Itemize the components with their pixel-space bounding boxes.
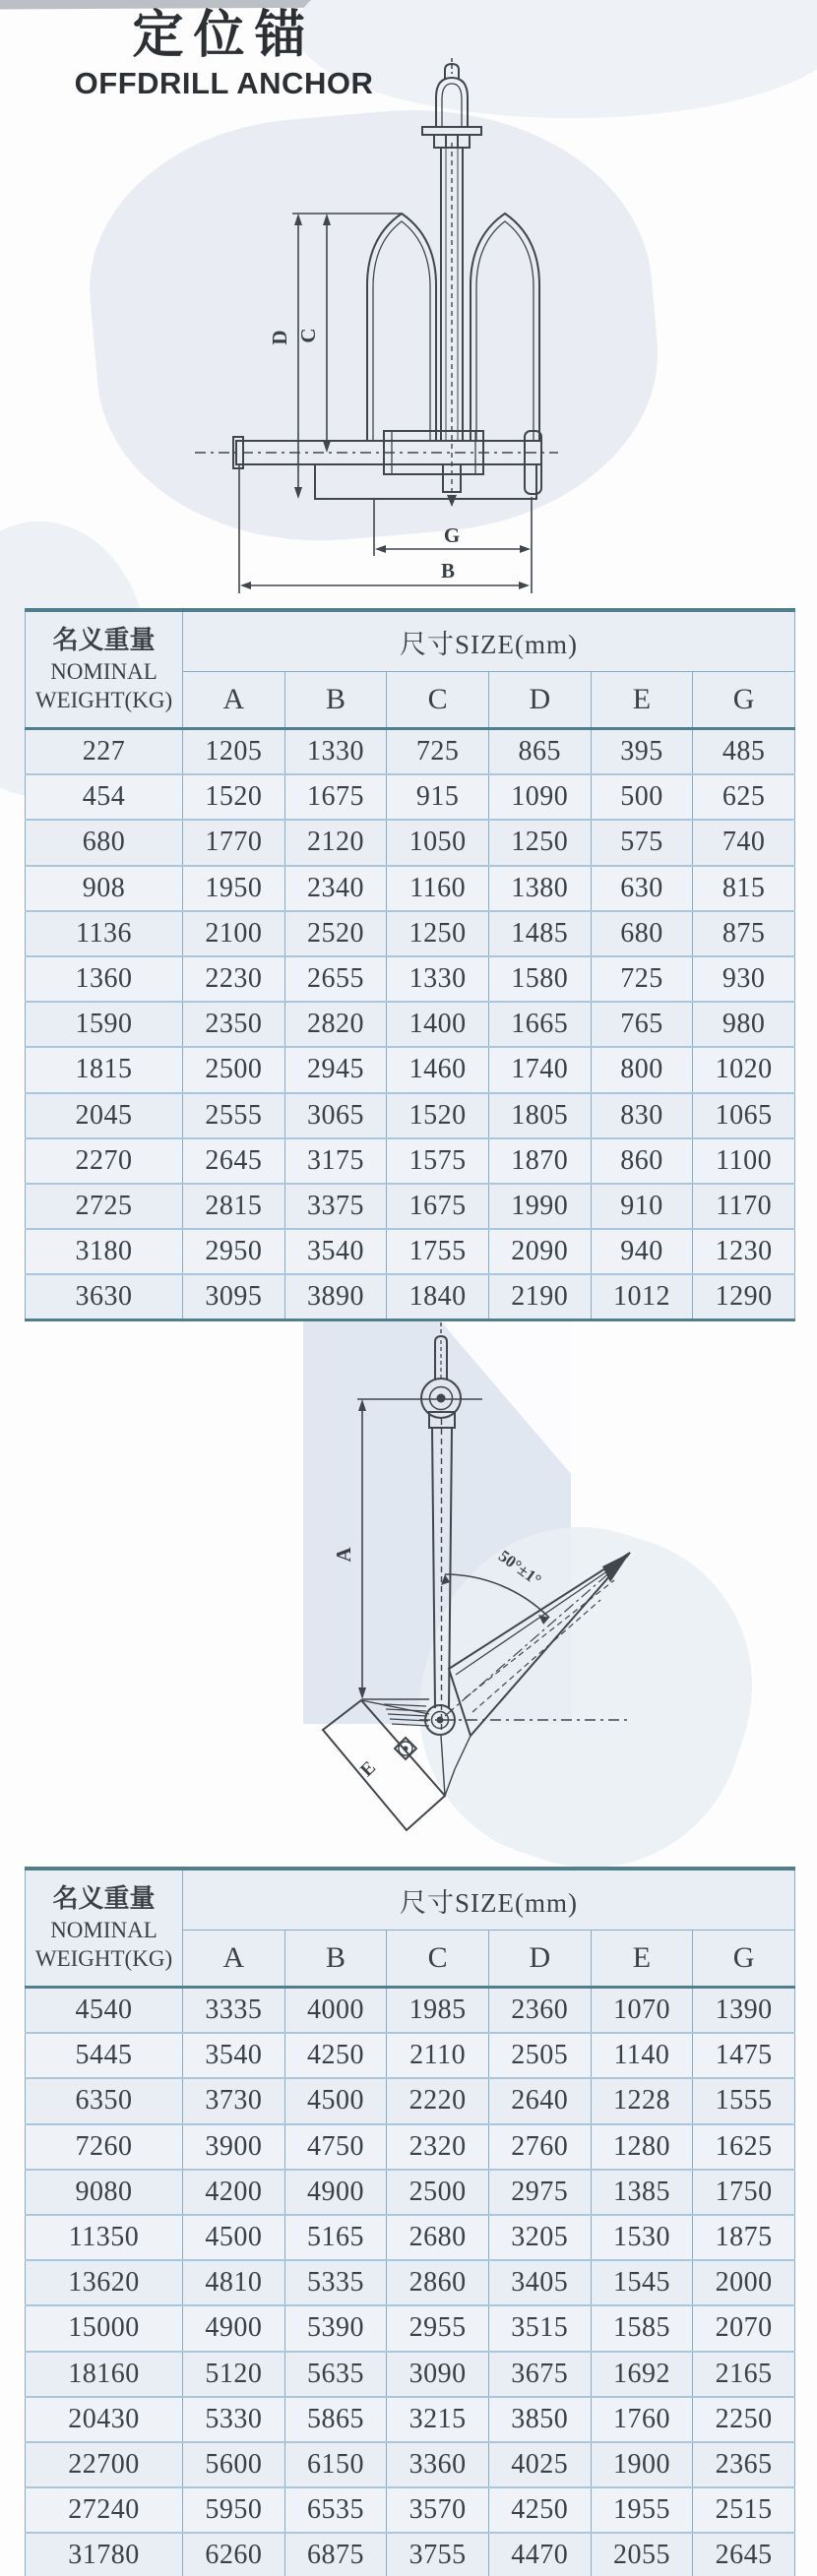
table-row (26, 2397, 795, 2442)
dim-label-b: B (440, 559, 456, 583)
size-value-cell: 3360 (387, 2442, 489, 2487)
size-value-cell: 4000 (284, 1988, 387, 2034)
size-value-cell: 1675 (284, 774, 387, 820)
size-value-cell: 575 (591, 820, 693, 865)
size-value-cell: 5120 (183, 2352, 285, 2397)
table-row (26, 1274, 795, 1320)
size-value-cell: 3515 (488, 2305, 591, 2351)
table-row (26, 1184, 795, 1229)
size-value-cell: 2320 (387, 2124, 489, 2170)
size-value-cell: 4025 (488, 2442, 591, 2487)
size-value-cell: 3405 (488, 2260, 591, 2305)
size-value-cell: 6260 (183, 2533, 285, 2576)
size-value-cell: 5390 (284, 2305, 387, 2351)
table-row (26, 2033, 795, 2078)
size-value-cell: 1580 (488, 956, 591, 1002)
size-value-cell: 2760 (488, 2124, 591, 2170)
size-header: 尺寸SIZE(mm) (183, 610, 795, 672)
size-value-cell: 3540 (284, 1229, 387, 1274)
table-row (26, 1002, 795, 1047)
size-value-cell: 4810 (183, 2260, 285, 2305)
size-value-cell: 3205 (488, 2215, 591, 2260)
col-header-c: C (387, 672, 489, 729)
page-title-english: OFFDRILL ANCHOR (74, 66, 374, 101)
size-value-cell: 1228 (591, 2078, 693, 2123)
table-row (26, 911, 795, 956)
size-value-cell: 2250 (693, 2397, 795, 2442)
table1-body (26, 729, 795, 1320)
size-value-cell: 2055 (591, 2533, 693, 2576)
size-value-cell: 3890 (284, 1274, 387, 1320)
size-value-cell: 2860 (387, 2260, 489, 2305)
table-row (26, 2352, 795, 2397)
col-header-b: B (284, 1931, 387, 1988)
table-row (26, 2305, 795, 2351)
size-value-cell: 1545 (591, 2260, 693, 2305)
size-value-cell: 1050 (387, 820, 489, 865)
col-header-c: C (387, 1931, 489, 1988)
size-value-cell: 5335 (284, 2260, 387, 2305)
size-value-cell: 1555 (693, 2078, 795, 2123)
size-value-cell: 1950 (183, 866, 285, 911)
size-value-cell: 2070 (693, 2305, 795, 2351)
size-value-cell: 2090 (488, 1229, 591, 1274)
col-header-g: G (693, 672, 795, 729)
size-value-cell: 1100 (693, 1138, 795, 1184)
table-row (26, 2078, 795, 2123)
size-value-cell: 4470 (488, 2533, 591, 2576)
size-value-cell: 485 (693, 729, 795, 775)
size-value-cell: 4200 (183, 2170, 285, 2215)
nominal-weight-cell: 1815 (26, 1047, 183, 1092)
size-value-cell: 865 (488, 729, 591, 775)
nominal-weight-cell: 18160 (26, 2352, 183, 2397)
size-value-cell: 980 (693, 1002, 795, 1047)
size-value-cell: 2190 (488, 1274, 591, 1320)
size-value-cell: 1900 (591, 2442, 693, 2487)
size-value-cell: 1840 (387, 1274, 489, 1320)
size-value-cell: 1875 (693, 2215, 795, 2260)
size-value-cell: 2165 (693, 2352, 795, 2397)
size-value-cell: 1330 (387, 956, 489, 1002)
size-value-cell: 3175 (284, 1138, 387, 1184)
size-value-cell: 1280 (591, 2124, 693, 2170)
size-value-cell: 5330 (183, 2397, 285, 2442)
size-value-cell: 2515 (693, 2487, 795, 2533)
size-value-cell: 630 (591, 866, 693, 911)
size-value-cell: 2500 (183, 1047, 285, 1092)
nominal-weight-cell: 908 (26, 866, 183, 911)
size-value-cell: 1770 (183, 820, 285, 865)
size-value-cell: 725 (387, 729, 489, 775)
size-value-cell: 4750 (284, 2124, 387, 2170)
size-value-cell: 1400 (387, 1002, 489, 1047)
size-value-cell: 2110 (387, 2033, 489, 2078)
size-value-cell: 1740 (488, 1047, 591, 1092)
table-row (26, 2533, 795, 2576)
size-value-cell: 1020 (693, 1047, 795, 1092)
dim-label-a: A (332, 1547, 355, 1563)
size-value-cell: 1250 (488, 820, 591, 865)
size-value-cell: 4250 (284, 2033, 387, 2078)
size-value-cell: 1290 (693, 1274, 795, 1320)
nominal-weight-cell: 3180 (26, 1229, 183, 1274)
table-row (26, 1047, 795, 1092)
size-value-cell: 2120 (284, 820, 387, 865)
size-value-cell: 915 (387, 774, 489, 820)
col-header-a: A (183, 672, 285, 729)
size-value-cell: 800 (591, 1047, 693, 1092)
size-value-cell: 930 (693, 956, 795, 1002)
size-value-cell: 1520 (387, 1093, 489, 1138)
nominal-weight-cell: 680 (26, 820, 183, 865)
size-value-cell: 3570 (387, 2487, 489, 2533)
table-row (26, 1093, 795, 1138)
table-row (26, 2124, 795, 2170)
nominal-weight-cell: 2270 (26, 1138, 183, 1184)
nominal-weight-cell: 20430 (26, 2397, 183, 2442)
size-value-cell: 2820 (284, 1002, 387, 1047)
weight-header-zh: 名义重量 (52, 625, 156, 654)
size-value-cell: 1665 (488, 1002, 591, 1047)
size-value-cell: 1755 (387, 1229, 489, 1274)
size-value-cell: 5635 (284, 2352, 387, 2397)
size-value-cell: 1090 (488, 774, 591, 820)
weight-header-zh: 名义重量 (52, 1883, 156, 1913)
size-value-cell: 2640 (488, 2078, 591, 2123)
dim-label-g: G (443, 523, 461, 547)
nominal-weight-cell: 13620 (26, 2260, 183, 2305)
size-value-cell: 2220 (387, 2078, 489, 2123)
size-value-cell: 5600 (183, 2442, 285, 2487)
nominal-weight-cell: 5445 (26, 2033, 183, 2078)
weight-header (26, 1869, 183, 1988)
size-value-cell: 3755 (387, 2533, 489, 2576)
size-value-cell: 1065 (693, 1093, 795, 1138)
size-value-cell: 2655 (284, 956, 387, 1002)
nominal-weight-cell: 15000 (26, 2305, 183, 2351)
size-value-cell: 1380 (488, 866, 591, 911)
table-row (26, 729, 795, 775)
size-value-cell: 4900 (284, 2170, 387, 2215)
size-value-cell: 1070 (591, 1988, 693, 2034)
size-value-cell: 2360 (488, 1988, 591, 2034)
size-value-cell: 860 (591, 1138, 693, 1184)
weight-header (26, 610, 183, 729)
nominal-weight-cell: 227 (26, 729, 183, 775)
size-value-cell: 1390 (693, 1988, 795, 2034)
size-value-cell: 1460 (387, 1047, 489, 1092)
col-header-g: G (693, 1931, 795, 1988)
size-value-cell: 5950 (183, 2487, 285, 2533)
size-value-cell: 725 (591, 956, 693, 1002)
nominal-weight-cell: 31780 (26, 2533, 183, 2576)
col-header-d: D (488, 1931, 591, 1988)
size-value-cell: 2350 (183, 1002, 285, 1047)
size-value-cell: 765 (591, 1002, 693, 1047)
size-value-cell: 6875 (284, 2533, 387, 2576)
size-value-cell: 3900 (183, 2124, 285, 2170)
nominal-weight-cell: 3630 (26, 1274, 183, 1320)
size-value-cell: 6535 (284, 2487, 387, 2533)
size-value-cell: 1250 (387, 911, 489, 956)
size-value-cell: 740 (693, 820, 795, 865)
size-value-cell: 4250 (488, 2487, 591, 2533)
anchor-front-view-diagram (113, 54, 576, 605)
size-value-cell: 1760 (591, 2397, 693, 2442)
size-value-cell: 2520 (284, 911, 387, 956)
size-value-cell: 2680 (387, 2215, 489, 2260)
size-value-cell: 4500 (183, 2215, 285, 2260)
size-value-cell: 1385 (591, 2170, 693, 2215)
table-row (26, 1988, 795, 2034)
weight-header-en1: NOMINAL (50, 1917, 157, 1942)
size-value-cell: 1230 (693, 1229, 795, 1274)
size-value-cell: 875 (693, 911, 795, 956)
size-value-cell: 3335 (183, 1988, 285, 2034)
size-value-cell: 3375 (284, 1184, 387, 1229)
size-value-cell: 940 (591, 1229, 693, 1274)
size-value-cell: 1990 (488, 1184, 591, 1229)
size-value-cell: 3090 (387, 2352, 489, 2397)
size-value-cell: 4900 (183, 2305, 285, 2351)
size-value-cell: 2945 (284, 1047, 387, 1092)
table-row (26, 2170, 795, 2215)
weight-header-en2: WEIGHT(KG) (34, 688, 173, 713)
table-row (26, 866, 795, 911)
size-value-cell: 3675 (488, 2352, 591, 2397)
size-value-cell: 6150 (284, 2442, 387, 2487)
table2-body (26, 1988, 795, 2576)
size-value-cell: 625 (693, 774, 795, 820)
dim-label-e: E (356, 1757, 381, 1782)
table-row (26, 2260, 795, 2305)
col-header-e: E (591, 672, 693, 729)
col-header-b: B (284, 672, 387, 729)
nominal-weight-cell: 11350 (26, 2215, 183, 2260)
size-value-cell: 1330 (284, 729, 387, 775)
dim-label-d: D (268, 330, 291, 345)
table-row (26, 774, 795, 820)
size-value-cell: 1140 (591, 2033, 693, 2078)
size-value-cell: 1530 (591, 2215, 693, 2260)
nominal-weight-cell: 2045 (26, 1093, 183, 1138)
title-block (5, 8, 443, 101)
table-row (26, 820, 795, 865)
size-value-cell: 1955 (591, 2487, 693, 2533)
nominal-weight-cell: 1360 (26, 956, 183, 1002)
nominal-weight-cell: 2725 (26, 1184, 183, 1229)
size-value-cell: 815 (693, 866, 795, 911)
angle-label: 50°±1° (495, 1546, 545, 1590)
size-value-cell: 2230 (183, 956, 285, 1002)
size-value-cell: 2645 (183, 1138, 285, 1184)
spec-table-small-sizes (25, 608, 795, 1321)
weight-header-en2: WEIGHT(KG) (34, 1946, 173, 1972)
nominal-weight-cell: 6350 (26, 2078, 183, 2123)
col-header-a: A (183, 1931, 285, 1988)
size-value-cell: 500 (591, 774, 693, 820)
table-row (26, 1138, 795, 1184)
anchor-side-view-diagram (236, 1309, 650, 1860)
size-value-cell: 1675 (387, 1184, 489, 1229)
size-value-cell: 2505 (488, 2033, 591, 2078)
nominal-weight-cell: 7260 (26, 2124, 183, 2170)
size-value-cell: 1625 (693, 2124, 795, 2170)
nominal-weight-cell: 9080 (26, 2170, 183, 2215)
size-value-cell: 1520 (183, 774, 285, 820)
page-title-chinese: 定位锚 (132, 7, 316, 64)
size-value-cell: 1692 (591, 2352, 693, 2397)
size-value-cell: 1485 (488, 911, 591, 956)
size-value-cell: 2100 (183, 911, 285, 956)
nominal-weight-cell: 22700 (26, 2442, 183, 2487)
size-value-cell: 1805 (488, 1093, 591, 1138)
size-value-cell: 2975 (488, 2170, 591, 2215)
size-value-cell: 1985 (387, 1988, 489, 2034)
size-value-cell: 1170 (693, 1184, 795, 1229)
table-row (26, 1229, 795, 1274)
size-value-cell: 2955 (387, 2305, 489, 2351)
nominal-weight-cell: 4540 (26, 1988, 183, 2034)
size-value-cell: 2555 (183, 1093, 285, 1138)
size-value-cell: 910 (591, 1184, 693, 1229)
table-row (26, 956, 795, 1002)
size-value-cell: 1012 (591, 1274, 693, 1320)
size-value-cell: 2365 (693, 2442, 795, 2487)
size-value-cell: 2815 (183, 1184, 285, 1229)
size-value-cell: 5165 (284, 2215, 387, 2260)
size-value-cell: 1575 (387, 1138, 489, 1184)
size-value-cell: 1585 (591, 2305, 693, 2351)
size-value-cell: 2950 (183, 1229, 285, 1274)
size-value-cell: 395 (591, 729, 693, 775)
nominal-weight-cell: 1136 (26, 911, 183, 956)
size-value-cell: 2645 (693, 2533, 795, 2576)
size-value-cell: 3850 (488, 2397, 591, 2442)
size-value-cell: 2500 (387, 2170, 489, 2215)
size-value-cell: 1160 (387, 866, 489, 911)
size-value-cell: 2340 (284, 866, 387, 911)
size-value-cell: 680 (591, 911, 693, 956)
spec-table-large-sizes (25, 1867, 795, 2576)
nominal-weight-cell: 454 (26, 774, 183, 820)
size-value-cell: 4500 (284, 2078, 387, 2123)
table-row (26, 2215, 795, 2260)
size-value-cell: 830 (591, 1093, 693, 1138)
col-header-d: D (488, 672, 591, 729)
nominal-weight-cell: 1590 (26, 1002, 183, 1047)
table-row (26, 2442, 795, 2487)
size-value-cell: 3095 (183, 1274, 285, 1320)
size-header: 尺寸SIZE(mm) (183, 1869, 795, 1931)
size-value-cell: 3730 (183, 2078, 285, 2123)
table-row (26, 2487, 795, 2533)
col-header-e: E (591, 1931, 693, 1988)
size-value-cell: 1750 (693, 2170, 795, 2215)
nominal-weight-cell: 27240 (26, 2487, 183, 2533)
size-value-cell: 2000 (693, 2260, 795, 2305)
size-value-cell: 5865 (284, 2397, 387, 2442)
size-value-cell: 1205 (183, 729, 285, 775)
size-value-cell: 1870 (488, 1138, 591, 1184)
size-value-cell: 3065 (284, 1093, 387, 1138)
size-value-cell: 1475 (693, 2033, 795, 2078)
size-value-cell: 3540 (183, 2033, 285, 2078)
size-value-cell: 3215 (387, 2397, 489, 2442)
dim-label-c: C (296, 328, 320, 343)
weight-header-en1: NOMINAL (50, 658, 157, 684)
